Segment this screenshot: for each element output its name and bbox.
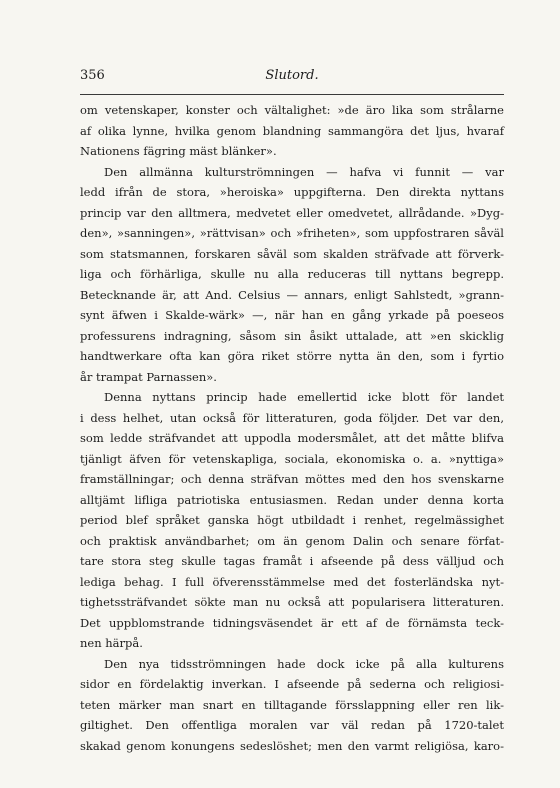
page-number: 356 <box>80 68 105 83</box>
running-title: Slutord. <box>265 68 319 83</box>
text-line: Den nya tidsströmningen hade dock icke på alla kulturens <box>104 656 504 671</box>
text-line: som statsmannen, forskaren såväl som skalden sträfvade att förverk- <box>80 246 504 261</box>
text-line: om vetenskaper, konster och vältalighet: »de äro lika som strålarne <box>80 103 504 117</box>
text-line: skakad genom konungens sedeslöshet; men den varmt religiösa, karo- <box>80 738 504 753</box>
text-line: synt äfwen i Skalde-wärk» —, när han en gång yrkade på poeseos <box>80 308 504 322</box>
text-line: Det uppblomstrande tidningsväsendet är ett af de förnämsta teck- <box>80 615 504 630</box>
text-line: liga och förhärliga, skulle nu alla reduceras till nyttans begrepp. <box>80 267 504 281</box>
text-line: i dess helhet, utan också för litteraturen, goda följder. Det var den, <box>80 410 504 425</box>
text-line: ledd ifrån de stora, »heroiska» uppgifterna. Den direkta nyttans <box>80 185 504 199</box>
text-line: nen härpå. <box>80 636 143 650</box>
text-line: af olika lynne, hvilka genom blandning sammangöra det ljus, hvaraf <box>80 123 504 138</box>
text-line: Betecknande är, att And. Celsius — annars, enligt Sahlstedt, »grann- <box>80 287 504 302</box>
text-line: sidor en fördelaktig inverkan. I afseende på sederna och religiosi- <box>80 677 504 691</box>
text-line: Nationens fägring mäst blänker». <box>80 144 277 158</box>
text-line: period blef språket ganska högt utbildadt i renhet, regelmässighet <box>80 513 504 527</box>
text-line: giltighet. Den offentliga moralen var väl redan på 1720-talet <box>80 718 504 732</box>
text-line: framställningar; och denna sträfvan möttes med den hos svenskarne <box>80 472 504 486</box>
text-line: teten märker man snart en tilltagande försslappning eller ren lik- <box>80 697 504 712</box>
page-header <box>80 66 504 86</box>
text-line: tighetssträfvandet sökte man nu också att popularisera litteraturen. <box>80 595 504 609</box>
text-line: den», »sanningen», »rättvisan» och »friheten», som uppfostraren såväl <box>80 226 504 240</box>
text-line: Den allmänna kulturströmningen — hafva vi funnit — var <box>104 164 504 179</box>
text-line: som ledde sträfvandet att uppodla modersmålet, att det måtte blifva <box>80 431 504 445</box>
text-line: och praktisk användbarhet; om än genom Dalin och senare förfat- <box>80 533 504 548</box>
text-line: år trampat Parnassen». <box>80 369 217 384</box>
text-line: handtwerkare ofta kan göra riket större nytta än den, som i fyrtio <box>80 349 504 363</box>
text-line: alltjämt lifliga patriotiska entusiasmen. Redan under denna korta <box>80 492 504 507</box>
text-line: lediga behag. I full öfverensstämmelse med det fosterländska nyt- <box>80 574 504 589</box>
text-line: tjänligt äfven för vetenskapliga, sociala, ekonomiska o. a. »nyttiga» <box>80 451 504 466</box>
text-line: Denna nyttans princip hade emellertid icke blott för landet <box>104 390 504 404</box>
header-rule <box>80 94 504 95</box>
text-line: princip var den alltmera, medvetet eller omedvetet, allrådande. »Dyg- <box>80 205 504 220</box>
body-text <box>80 100 504 756</box>
text-line: tare stora steg skulle tagas framåt i afseende på dess välljud och <box>80 554 504 568</box>
text-line: professurens indragning, såsom sin åsikt uttalade, att »en skicklig <box>80 328 504 343</box>
